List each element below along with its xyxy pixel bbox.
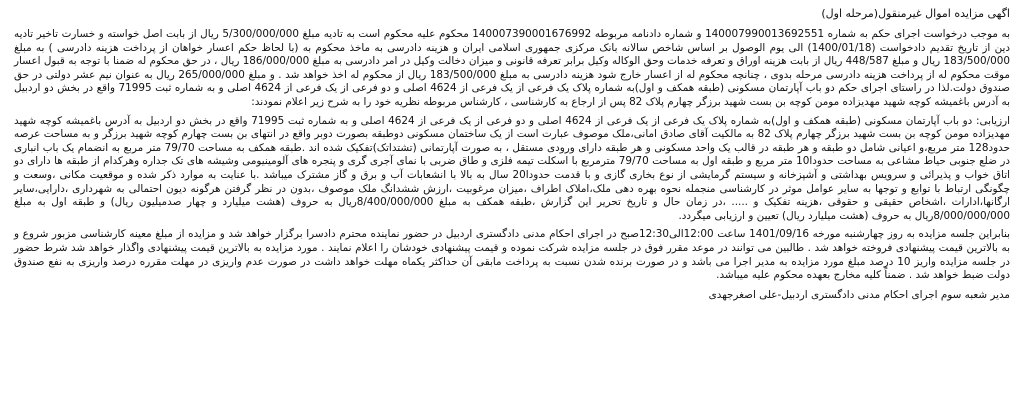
- notice-signature: مدیر شعبه سوم اجرای احکام مدنی دادگستری اردبیل-علی اصغرجهدی: [708, 288, 1010, 301]
- notice-title: اگهی مزایده اموال غیرمنقول(مرحله اول): [821, 7, 1010, 20]
- notice-paragraph-auction-session: بنابراین جلسه مزایده به روز چهارشنبه مورخه 1401/09/16 ساعت 12:00الی12:30صبح در اجرای احکام مدنی دادگستری اردبیل در حضور نماینده محترم دادسرا برگزار خواهد شد و مزایده از مبلغ معینه کارشناسی مزبور شروع و به بالاترین قیمت پیشنهادی فروخته خواهد شد . طالبین می توانند در موعد مقرر فوق در جلسه مزایده شرکت نموده و قیمت پیشنهادی خودشان را اعلام نمایند . مورد مزایده به بالاترین قیمت پیشنهادی واگذار خواهد شد شرط حضور در جلسه مزایده واریز 10 درصد مبلغ مورد مزایده به مدیر اجرا می باشد و در صورت برنده شدن نسبت به پرداخت مابقی آن حداکثر یکماه مهلت خواهد داشت در صورت عدم واریزی در مهلت مقرره درصد واریزی به نفع صندوق دولت ضبط خواهد شد . ضمناً کلیه مخارج بعهده محکوم علیه میباشد.: [14, 228, 1010, 282]
- notice-paragraph-request: به موجب درخواست اجرای حکم به شماره 140007990013692551 و شماره دادنامه مربوطه 140007390001676992 محکوم علیه محکوم است به تادیه مبلغ 5/300/000/000 ریال از بابت اصل خواسته و خسارت تاخیر تادیه دین از تاریخ تقدیم دادخواست (1400/01/18) الی یوم الوصول بر اساس شاخص سالانه بانک مرکزی جمهوری اسلامی ایران و هزینه دادرسی به ماخذ محکوم به (با لحاظ حکم اعسار خواهان از پرداخت هزینه دادرسی ) به مبلغ 183/500/000 ریال و مبلغ 448/587 ریال از بابت هزینه اوراق و تعرفه خدمات وحق الوکاله وکیل برابر تعرفه قانونی و میزان دخالت وکیل در امر دادرسی به مبلغ 186/000/000 ریال ، در حق محکوم له ضمنا با توجه به قبول اعسار موقت محکوم له از پرداخت هزینه دادرسی مرحله بدوی ، چنانچه محکوم له از اعسار خارج شود هزینه دادرسی به مبلغ 183/500/000 ریال از محکوم له اخذ خواهد شد . و مبلغ 265/000/000 ریال به عنوان نیم عشر دولتی در حق صندوق دولت.لذا در راستای اجرای حکم دو باب آپارتمان مسکونی (طبقه همکف و اول)به شماره پلاک یک فرعی از یک فرعی از 4624 اصلی و دو فرعی از یک فرعی از 4624 اصلی و به شماره ثبت 71995 واقع در بخش دو اردبیل به آدرس باغمیشه کوچه شهید مهدیزاده مومن کوچه بن بست شهید برزگر چهارم پلاک 82 پس از ارجاع به کارشناسی ، کارشناس مربوطه نظریه خود را به شرح زیر اعلام نمودند:: [14, 28, 1010, 108]
- notice-paragraph-appraisal: ارزیابی: دو باب آپارتمان مسکونی (طبقه همکف و اول)به شماره پلاک یک فرعی از یک فرعی از 4624 اصلی و دو فرعی از یک فرعی از 4624 اصلی و به شماره ثبت 71995 واقع در بخش دو اردبیل به آدرس باغمیشه کوچه شهید مهدیزاده مومن کوچه بن بست شهید برزگر چهارم پلاک 82 به مالکیت آقای صادق امانی،ملک موصوف عبارت است از یک ساختمان مسکونی دوطبقه بصورت دوبر واقع در انتهای بن بست چهارم کوچه شهید برزگر و به مساحت عرصه حدود128 متر مربع،و اعیانی شامل دو طبقه و هر طبقه در قالب یک واحد مسکونی و هر طبقه دارای ورودی مستقل ، به صورت آپارتمانی (تشتداتک)تفکیک شده اند .طبقه همکف به مساحت 79/70 متر مربع به انضمام یک باب انباری در ضلع جنوبی حیاط مشاعی به مساحت حدودا10 متر مربع و طبقه اول به مساحت 79/70 مترمربع با اسکلت تیمه فلزی و طاق ضربی با نمای آجری گری و پنجره های آلومینیومی وشیشه های تک جداره وهرکدام از طبقه ها دارای دو اتاق خواب و پذیرائی و سرویس بهداشتی و آشپزخانه و سیستم گرمایشی از نوع بخاری گازی و با قدمت حدودا20 سال به بالا با انشعابات آب و برق و گاز مشترک میباشد .با عنایت به موارد ذکر شده و موقعیت مکانی ،وسعت و چگونگی ارتباط با توابع و توجها به سایر عوامل موثر در کارشناسی منجمله نحوه بهره دهی ملک،املاک اطراف ،میزان مرغوبیت ،ارزش ششدانگ ملک موصوف ،بدون در نظر گرفتن هرگونه دیون احتمالی به شهرداری ،دارایی،سایر ارگانها،ادارات ،اشخاص حقیقی و حقوقی ،هزینه تفکیک و ..... ،در زمان حال و تاریخ تحریر این گزارش ،طبقه همکف به مبلغ 8/400/000/000ریال به حروف (هشت میلیارد و چهار صدمیلیون ریال) و طبقه اول به مبلغ 8/000/000/000ریال به حروف (هشت میلیارد ریال) تعیین و ارزیابی میگردد.: [14, 114, 1011, 222]
